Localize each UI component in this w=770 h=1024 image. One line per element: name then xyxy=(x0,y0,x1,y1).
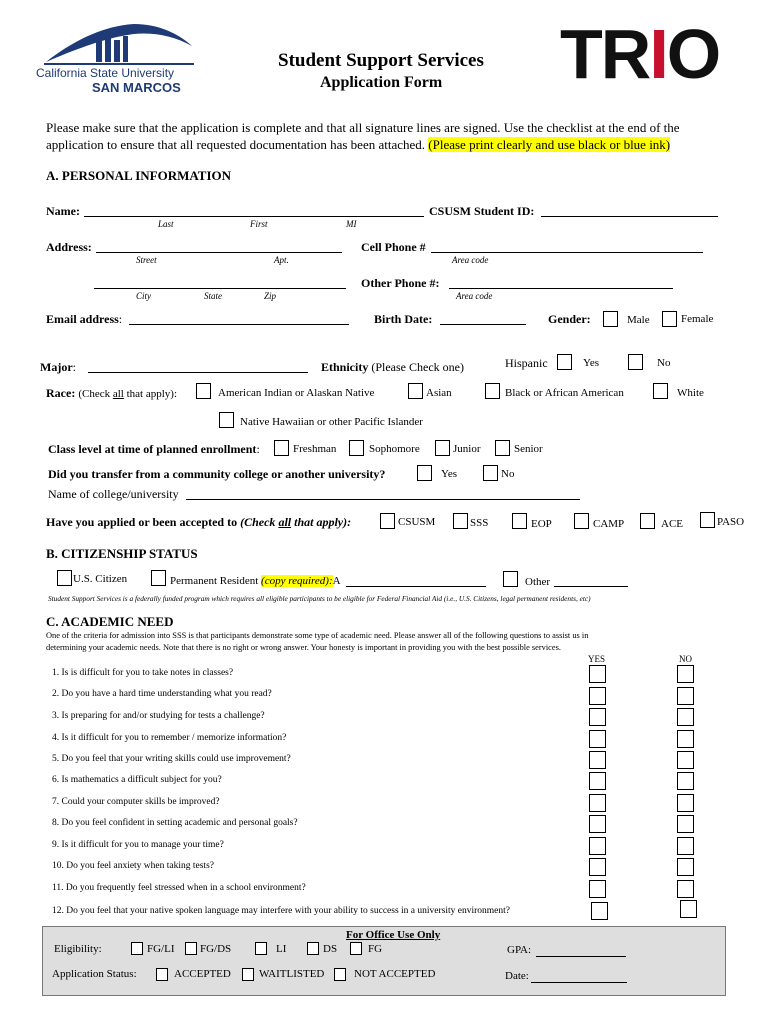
q8-no-checkbox[interactable] xyxy=(677,815,694,833)
program-ace-label: ACE xyxy=(661,518,683,530)
race-hawaiian-label: Native Hawaiian or other Pacific Islander xyxy=(240,416,423,428)
class-sophomore-label: Sophomore xyxy=(369,443,420,455)
status-not-accepted-label: NOT ACCEPTED xyxy=(354,968,436,980)
question-2: 2. Do you have a hard time understanding what you read? xyxy=(52,689,272,699)
q7-no-checkbox[interactable] xyxy=(677,794,694,812)
eligibility-fg-checkbox[interactable] xyxy=(350,942,362,955)
hispanic-yes-label: Yes xyxy=(583,357,600,369)
class-senior-label: Senior xyxy=(514,443,543,455)
question-4: 4. Is it difficult for you to remember / memorize information? xyxy=(52,733,287,743)
q5-yes-checkbox[interactable] xyxy=(589,751,606,769)
question-7: 7. Could your computer skills be improved? xyxy=(52,797,220,807)
transfer-yes-checkbox[interactable] xyxy=(417,465,432,481)
date-field[interactable] xyxy=(531,982,627,983)
race-asian-checkbox[interactable] xyxy=(408,383,423,399)
other-area-code: Area code xyxy=(456,291,493,301)
trio-logo-i: I xyxy=(649,15,667,93)
logo-university-name: California State University xyxy=(36,66,175,80)
csusm-logo-mark xyxy=(44,22,194,66)
section-b-heading: B. CITIZENSHIP STATUS xyxy=(46,546,198,561)
a-number-prefix: A xyxy=(332,575,341,587)
logo-campus-name: SAN MARCOS xyxy=(92,80,181,95)
program-eop-label: EOP xyxy=(531,518,552,530)
trio-logo xyxy=(560,15,720,93)
section-a-heading: A. PERSONAL INFORMATION xyxy=(46,168,232,183)
form-subtitle: Application Form xyxy=(320,74,443,91)
question-1: 1. Is is difficult for you to take notes in classes? xyxy=(52,668,234,678)
program-sss-label: SSS xyxy=(470,517,489,529)
program-csusm-label: CSUSM xyxy=(398,516,436,528)
class-junior-label: Junior xyxy=(453,443,481,455)
intro-line-2-wrap xyxy=(46,137,670,153)
birth-date-field[interactable] xyxy=(440,324,526,325)
ethnicity-hint: (Please Check one) xyxy=(371,360,464,374)
q7-yes-checkbox[interactable] xyxy=(589,794,606,812)
question-3: 3. Is preparing for and/or studying for tests a challenge? xyxy=(52,711,265,721)
race-white-checkbox[interactable] xyxy=(653,383,668,399)
other-phone-label: Other Phone #: xyxy=(361,276,440,290)
other-phone-field[interactable] xyxy=(449,288,673,289)
birth-date-label: Birth Date: xyxy=(374,312,433,326)
eligibility-fgli-checkbox[interactable] xyxy=(131,942,143,955)
address-field[interactable] xyxy=(96,252,342,253)
cell-area-code: Area code xyxy=(452,255,489,265)
major-label: Major xyxy=(40,360,73,374)
trio-logo-tr: TR xyxy=(560,15,650,93)
transfer-no-checkbox[interactable] xyxy=(483,465,498,481)
hispanic-no-checkbox[interactable] xyxy=(628,354,643,370)
class-senior-checkbox[interactable] xyxy=(495,440,510,456)
email-field[interactable] xyxy=(129,324,349,325)
no-column-header: NO xyxy=(679,654,692,664)
status-waitlisted-checkbox[interactable] xyxy=(242,968,254,981)
name-field[interactable] xyxy=(84,216,424,217)
q6-no-checkbox[interactable] xyxy=(677,772,694,790)
student-id-label: CSUSM Student ID: xyxy=(429,204,535,218)
city-state-zip-field[interactable] xyxy=(94,288,346,289)
gpa-field[interactable] xyxy=(536,956,626,957)
other-citizenship-label: Other xyxy=(525,576,551,588)
email-label: Email address xyxy=(46,312,119,326)
form-title: Student Support Services xyxy=(278,50,484,71)
name-label: Name: xyxy=(46,204,80,218)
a-number-field[interactable] xyxy=(346,586,486,587)
other-citizenship-field[interactable] xyxy=(554,586,628,587)
question-6: 6. Is mathematics a difficult subject for you? xyxy=(52,775,222,785)
q12-no-checkbox[interactable] xyxy=(680,900,697,918)
transfer-yes-label: Yes xyxy=(441,468,458,480)
hispanic-label: Hispanic xyxy=(505,356,548,370)
class-freshman-checkbox[interactable] xyxy=(274,440,289,456)
eligibility-ds-checkbox[interactable] xyxy=(307,942,319,955)
yes-column-header: YES xyxy=(588,654,606,664)
eligibility-fgds-checkbox[interactable] xyxy=(185,942,197,955)
gpa-label: GPA: xyxy=(507,944,532,956)
applied-label-pre: Have you applied or been accepted to xyxy=(46,515,241,529)
hispanic-no-label: No xyxy=(657,357,671,369)
college-label: Name of college/university xyxy=(48,487,179,501)
q5-no-checkbox[interactable] xyxy=(677,751,694,769)
q1-yes-checkbox[interactable] xyxy=(589,665,606,683)
applied-post: that apply): xyxy=(291,515,352,529)
eligibility-label: Eligibility: xyxy=(54,943,102,955)
program-csusm-checkbox[interactable] xyxy=(380,513,395,529)
q12-yes-checkbox[interactable] xyxy=(591,902,608,920)
q10-yes-checkbox[interactable] xyxy=(589,858,606,876)
cell-phone-field[interactable] xyxy=(431,252,703,253)
email-label-wrap: Email address: xyxy=(46,312,123,326)
hispanic-yes-checkbox[interactable] xyxy=(557,354,572,370)
permanent-resident-label: Permanent Resident xyxy=(170,575,262,587)
race-white-label: White xyxy=(677,387,704,399)
citizenship-note: Student Support Services is a federally funded program which requires all eligible participants to be eligible for Federal Financial Aid (i.e., U.S. Citizens, legal permanent residents, etc) xyxy=(48,594,591,603)
question-12: 12. Do you feel that your native spoken language may interfere with your ability to success in a university environment? xyxy=(52,906,510,916)
eligibility-fgli-label: FG/LI xyxy=(147,943,175,955)
question-10: 10. Do you feel anxiety when taking tests? xyxy=(52,861,214,871)
race-hint-all: all xyxy=(112,388,124,400)
gender-female-checkbox[interactable] xyxy=(662,311,677,327)
class-sophomore-checkbox[interactable] xyxy=(349,440,364,456)
college-field[interactable] xyxy=(186,499,580,500)
applied-check: (Check xyxy=(240,515,279,529)
us-citizen-label: U.S. Citizen xyxy=(73,573,128,585)
other-citizenship-checkbox[interactable] xyxy=(503,571,518,587)
section-c-heading: C. ACADEMIC NEED xyxy=(46,614,174,629)
race-black-label: Black or African American xyxy=(505,387,624,399)
major-field[interactable] xyxy=(88,372,308,373)
status-waitlisted-label: WAITLISTED xyxy=(259,968,325,980)
gender-male-label: Male xyxy=(627,314,650,326)
academic-intro-2: determining your academic needs. Note that there is no right or wrong answer. Your honesty is important in providing you with the best possible services. xyxy=(46,643,561,652)
q9-no-checkbox[interactable] xyxy=(677,837,694,855)
race-label: Race: xyxy=(46,386,76,400)
name-sub-last: Last xyxy=(158,219,174,229)
q10-no-checkbox[interactable] xyxy=(677,858,694,876)
q6-yes-checkbox[interactable] xyxy=(589,772,606,790)
race-american-indian-checkbox[interactable] xyxy=(196,383,211,399)
csusm-logo xyxy=(36,22,196,96)
applied-all: all xyxy=(278,515,292,529)
question-5: 5. Do you feel that your writing skills could use improvement? xyxy=(52,754,291,764)
race-american-indian-label: American Indian or Alaskan Native xyxy=(218,387,375,399)
race-label-wrap xyxy=(46,386,177,401)
status-not-accepted-checkbox[interactable] xyxy=(334,968,346,981)
name-sub-mi: MI xyxy=(346,219,357,229)
q1-no-checkbox[interactable] xyxy=(677,665,694,683)
address-sub-apt: Apt. xyxy=(274,255,289,265)
permanent-resident-label-wrap xyxy=(170,575,341,587)
q2-yes-checkbox[interactable] xyxy=(589,687,606,705)
copy-required-label: (copy required): xyxy=(261,575,333,587)
gender-male-checkbox[interactable] xyxy=(603,311,618,327)
office-use-title: For Office Use Only xyxy=(346,929,441,941)
q11-no-checkbox[interactable] xyxy=(677,880,694,898)
question-8: 8. Do you feel confident in setting academic and personal goals? xyxy=(52,818,298,828)
ethnicity-label: Ethnicity xyxy=(321,360,369,374)
eligibility-li-label: LI xyxy=(276,943,287,955)
eligibility-li-checkbox[interactable] xyxy=(255,942,267,955)
eligibility-ds-label: DS xyxy=(323,943,338,955)
q4-yes-checkbox[interactable] xyxy=(589,730,606,748)
class-level-label-wrap: Class level at time of planned enrollment: xyxy=(48,442,260,456)
eligibility-fgds-label: FG/DS xyxy=(200,943,232,955)
class-freshman-label: Freshman xyxy=(293,443,337,455)
student-id-field[interactable] xyxy=(541,216,718,217)
applied-label-wrap xyxy=(46,515,351,530)
class-level-label: Class level at time of planned enrollment xyxy=(48,442,257,456)
permanent-resident-checkbox[interactable] xyxy=(151,570,166,586)
status-accepted-label: ACCEPTED xyxy=(174,968,231,980)
address-sub-street: Street xyxy=(136,255,157,265)
program-eop-checkbox[interactable] xyxy=(512,513,527,529)
q3-no-checkbox[interactable] xyxy=(677,708,694,726)
q8-yes-checkbox[interactable] xyxy=(589,815,606,833)
program-camp-label: CAMP xyxy=(593,518,625,530)
date-label: Date: xyxy=(505,970,529,982)
race-asian-label: Asian xyxy=(426,387,452,399)
major-label-wrap: Major: xyxy=(40,360,76,374)
application-status-label: Application Status: xyxy=(52,968,137,980)
q9-yes-checkbox[interactable] xyxy=(589,837,606,855)
race-hint-post: that apply): xyxy=(123,388,177,400)
cell-phone-label: Cell Phone # xyxy=(361,240,426,254)
race-black-checkbox[interactable] xyxy=(485,383,500,399)
intro-line-2: application to ensure that all requested documentation has been attached. xyxy=(46,137,426,152)
name-sub-first: First xyxy=(250,219,268,229)
trio-logo-o: O xyxy=(666,15,720,93)
zip-sub: Zip xyxy=(264,291,277,301)
race-hint-pre: (Check xyxy=(78,388,113,400)
academic-intro-1: One of the criteria for admission into SSS is that participants demonstrate some type of academic need. Please answer all of the following questions to assist us in xyxy=(46,631,589,640)
q2-no-checkbox[interactable] xyxy=(677,687,694,705)
ethnicity-label-wrap xyxy=(321,360,464,375)
intro-highlight: (Please print clearly and use black or blue ink) xyxy=(428,137,671,152)
program-paso-checkbox[interactable] xyxy=(700,512,715,528)
gender-female-label: Female xyxy=(681,313,714,325)
transfer-no-label: No xyxy=(501,468,515,480)
q4-no-checkbox[interactable] xyxy=(677,730,694,748)
program-camp-checkbox[interactable] xyxy=(574,513,589,529)
race-hawaiian-checkbox[interactable] xyxy=(219,412,234,428)
us-citizen-checkbox[interactable] xyxy=(57,570,72,586)
transfer-label: Did you transfer from a community college or another university? xyxy=(48,467,386,481)
q11-yes-checkbox[interactable] xyxy=(589,880,606,898)
program-ace-checkbox[interactable] xyxy=(640,513,655,529)
question-9: 9. Is it difficult for you to manage your time? xyxy=(52,840,224,850)
question-11: 11. Do you frequently feel stressed when in a school environment? xyxy=(52,883,306,893)
city-sub: City xyxy=(136,291,151,301)
intro-line-1: Please make sure that the application is complete and that all signature lines are signed. Use the checklist at the end of the xyxy=(46,120,680,135)
status-accepted-checkbox[interactable] xyxy=(156,968,168,981)
eligibility-fg-label: FG xyxy=(368,943,383,955)
address-label: Address: xyxy=(46,240,92,254)
gender-label: Gender: xyxy=(548,312,591,326)
q3-yes-checkbox[interactable] xyxy=(589,708,606,726)
program-sss-checkbox[interactable] xyxy=(453,513,468,529)
program-paso-label: PASO xyxy=(717,516,745,528)
class-junior-checkbox[interactable] xyxy=(435,440,450,456)
state-sub: State xyxy=(204,291,222,301)
